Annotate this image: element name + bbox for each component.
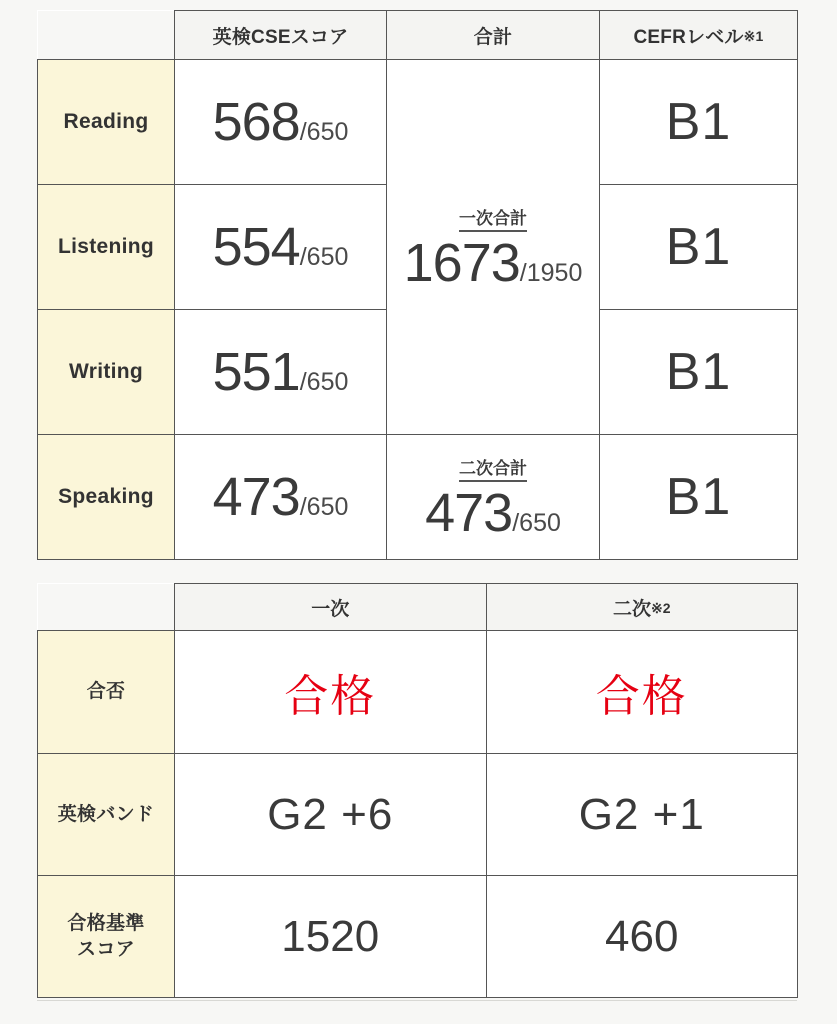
cell-score-speaking <box>175 435 387 560</box>
row-label-passing-score-line1: 合格基準 <box>67 912 145 934</box>
cell-cefr-reading <box>600 60 798 185</box>
cell-criteria-secondary <box>486 876 798 998</box>
status-badge-secondary: 合格 <box>595 672 688 721</box>
criteria-value-secondary: 460 <box>605 911 679 961</box>
status-badge-primary: 合格 <box>284 672 377 721</box>
cell-primary-total <box>387 60 600 435</box>
table-header-row <box>38 11 798 60</box>
result-header-secondary-text: 二次 <box>612 598 651 620</box>
secondary-total-caption: 二次合計 <box>459 454 527 482</box>
page-left-gutter <box>0 0 37 1024</box>
row-label-writing: Writing <box>38 310 175 435</box>
row-label-speaking: Speaking <box>38 435 175 560</box>
table-row <box>38 631 798 754</box>
score-denominator-speaking: /650 <box>299 493 349 521</box>
cell-cefr-speaking <box>600 435 798 560</box>
score-denominator-listening: /650 <box>299 243 349 271</box>
header-cse-score: 英検CSEスコア <box>175 11 387 60</box>
result-header-row <box>38 584 798 631</box>
cefr-value-reading: B1 <box>665 93 732 151</box>
cell-cefr-listening <box>600 185 798 310</box>
cell-pass-primary <box>175 631 487 754</box>
result-header-secondary <box>486 584 798 631</box>
score-value-speaking: 473 <box>212 467 300 527</box>
primary-total-caption: 一次合計 <box>459 204 527 232</box>
primary-total-value: 1673 <box>403 233 520 293</box>
cell-secondary-total <box>387 435 600 560</box>
cell-band-secondary <box>486 754 798 876</box>
header-cefr-level <box>600 11 798 60</box>
header-cefr-note: ※1 <box>743 27 764 44</box>
cell-band-primary <box>175 754 487 876</box>
table-row <box>38 60 798 185</box>
header-total: 合計 <box>387 11 600 60</box>
secondary-total-number <box>425 483 561 543</box>
row-label-listening: Listening <box>38 185 175 310</box>
cell-criteria-primary <box>175 876 487 998</box>
score-denominator-writing: /650 <box>299 368 349 396</box>
cell-score-reading <box>175 60 387 185</box>
score-value-reading: 568 <box>212 92 300 152</box>
score-value-writing: 551 <box>212 342 300 402</box>
secondary-total-denominator: /650 <box>512 509 561 537</box>
cell-cefr-writing <box>600 310 798 435</box>
row-label-eiken-band: 英検バンド <box>38 754 175 876</box>
cell-score-listening <box>175 185 387 310</box>
cefr-value-listening: B1 <box>665 218 732 276</box>
score-value-listening: 554 <box>212 217 300 277</box>
secondary-total-value: 473 <box>425 483 513 543</box>
row-label-passing-score-line2: スコア <box>77 938 135 960</box>
table-row <box>38 876 798 998</box>
cell-pass-secondary <box>486 631 798 754</box>
header-cefr-text: CEFRレベル <box>633 26 744 48</box>
band-value-primary: G2 +6 <box>267 789 394 839</box>
row-label-pass-fail: 合否 <box>38 631 175 754</box>
cell-score-writing <box>175 310 387 435</box>
result-header-primary: 一次 <box>175 584 487 631</box>
secondary-total-wrap <box>387 454 599 543</box>
primary-total-wrap <box>387 204 599 293</box>
table-row <box>38 435 798 560</box>
table-row <box>38 754 798 876</box>
primary-total-denominator: /1950 <box>519 259 583 287</box>
result-header-corner-blank <box>38 584 175 631</box>
row-label-passing-score <box>38 876 175 998</box>
primary-total-number <box>403 233 583 293</box>
cefr-value-writing: B1 <box>665 343 732 401</box>
result-header-secondary-note: ※2 <box>650 599 671 616</box>
bottom-divider <box>37 1000 797 1001</box>
criteria-value-primary: 1520 <box>281 911 380 961</box>
band-value-secondary: G2 +1 <box>578 789 705 839</box>
cse-score-table <box>37 10 798 560</box>
header-corner-blank <box>38 11 175 60</box>
pass-fail-table <box>37 583 798 998</box>
row-label-reading: Reading <box>38 60 175 185</box>
cefr-value-speaking: B1 <box>665 468 732 526</box>
score-denominator-reading: /650 <box>299 118 349 146</box>
